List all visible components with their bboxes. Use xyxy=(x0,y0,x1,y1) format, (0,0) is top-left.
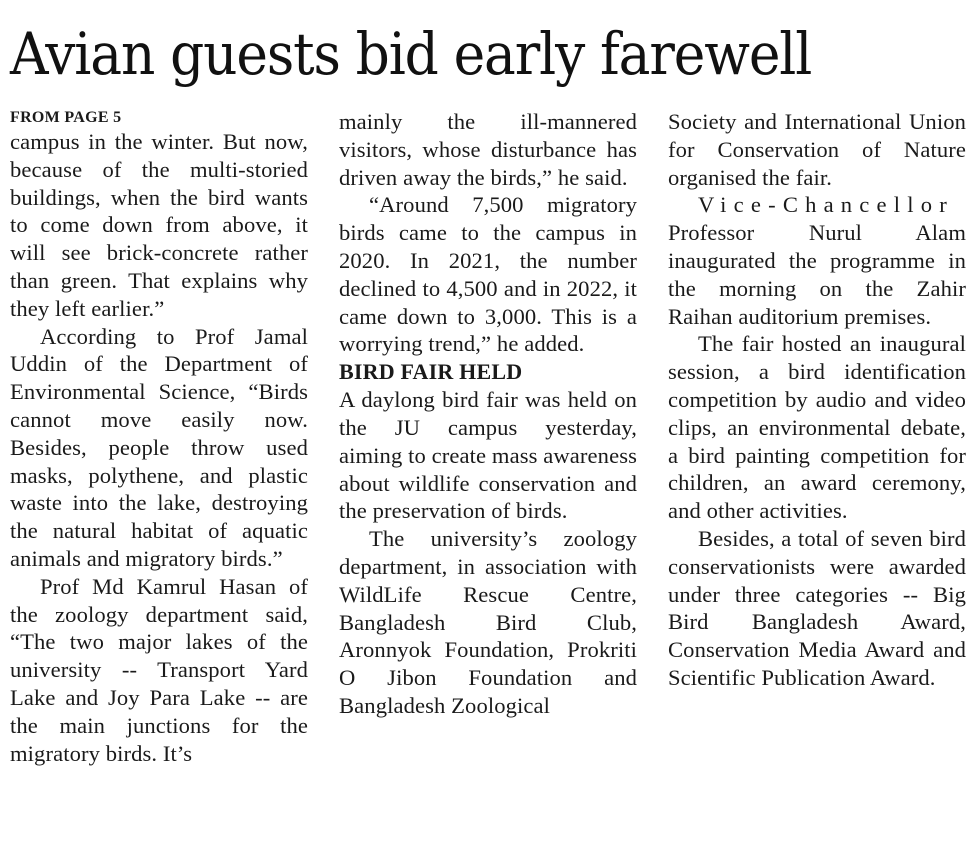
subheading: BIRD FAIR HELD xyxy=(339,359,523,385)
spaced-title: Vice-Chancellor xyxy=(698,192,954,218)
paragraph-6-text: The university’s zoology department, in association with WildLife Rescue Centre, Bangladesh Bird Club, Aronnyok Foundation, Prokriti O Jibon Foundation and Bangladesh Zoological xyxy=(339,526,637,718)
paragraph-7: Vice-Chancellor Professor Nurul Alam inaugurated the programme in the morning on the Zahir Raihan auditorium premises. xyxy=(668,192,966,329)
paragraph-2: According to Prof Jamal Uddin of the Department of Environmental Science, “Birds cannot move easily now. Besides, people throw used masks, polythene, and plastic waste into the lake, destroying the natural habitat of aquatic animals and migratory birds.” xyxy=(10,323,308,571)
paragraph-3-text: Prof Md Kamrul Hasan of the zoology department said, “The two major lakes of the university -- Transport Yard Lake and Joy Para Lake -- are the main junctions for the migratory birds. It’s xyxy=(10,573,308,766)
kicker: FROM PAGE 5 xyxy=(10,109,122,126)
paragraph-5: A daylong bird fair was held on the JU campus yesterday, aiming to create mass awareness about wildlife conservation and the preservation of birds. xyxy=(339,387,637,524)
paragraph-9: Besides, a total of seven bird conservationists were awarded under three categories -- Big Bird Bangladesh Award, Conservation Media Award and Scientific Publication Award. xyxy=(668,525,966,690)
paragraph-3-text-continued: mainly the ill-mannered visitors, whose disturbance has driven away the birds,” he said. xyxy=(339,109,637,190)
headline: Avian guests bid early farewell xyxy=(10,20,812,88)
paragraph-6-text-continued: Society and International Union for Conservation of Nature organised the fair. xyxy=(668,109,966,190)
paragraph-8: The fair hosted an inaugural session, a bird identification competition by audio and video clips, an environmental debate, a bird painting competition for children, an award ceremony, and other activities. xyxy=(668,331,966,524)
column-3 xyxy=(668,108,966,692)
paragraph-4: “Around 7,500 migratory birds came to the campus in 2020. In 2021, the number declined to 4,500 and in 2022, it came down to 3,000. This is a worrying trend,” he added. xyxy=(339,192,637,357)
column-1 xyxy=(10,108,308,767)
column-2 xyxy=(339,108,637,720)
paragraph-6 xyxy=(339,525,637,720)
paragraph-3 xyxy=(10,573,308,768)
paragraph-1: campus in the winter. But now, because of the multi-storied buildings, when the bird wants to come down from above, it will see brick-concrete rather than green. That explains why they left earlier.” xyxy=(10,129,308,321)
paragraph-6-continued xyxy=(668,108,966,191)
paragraph-3-continued xyxy=(339,108,637,191)
